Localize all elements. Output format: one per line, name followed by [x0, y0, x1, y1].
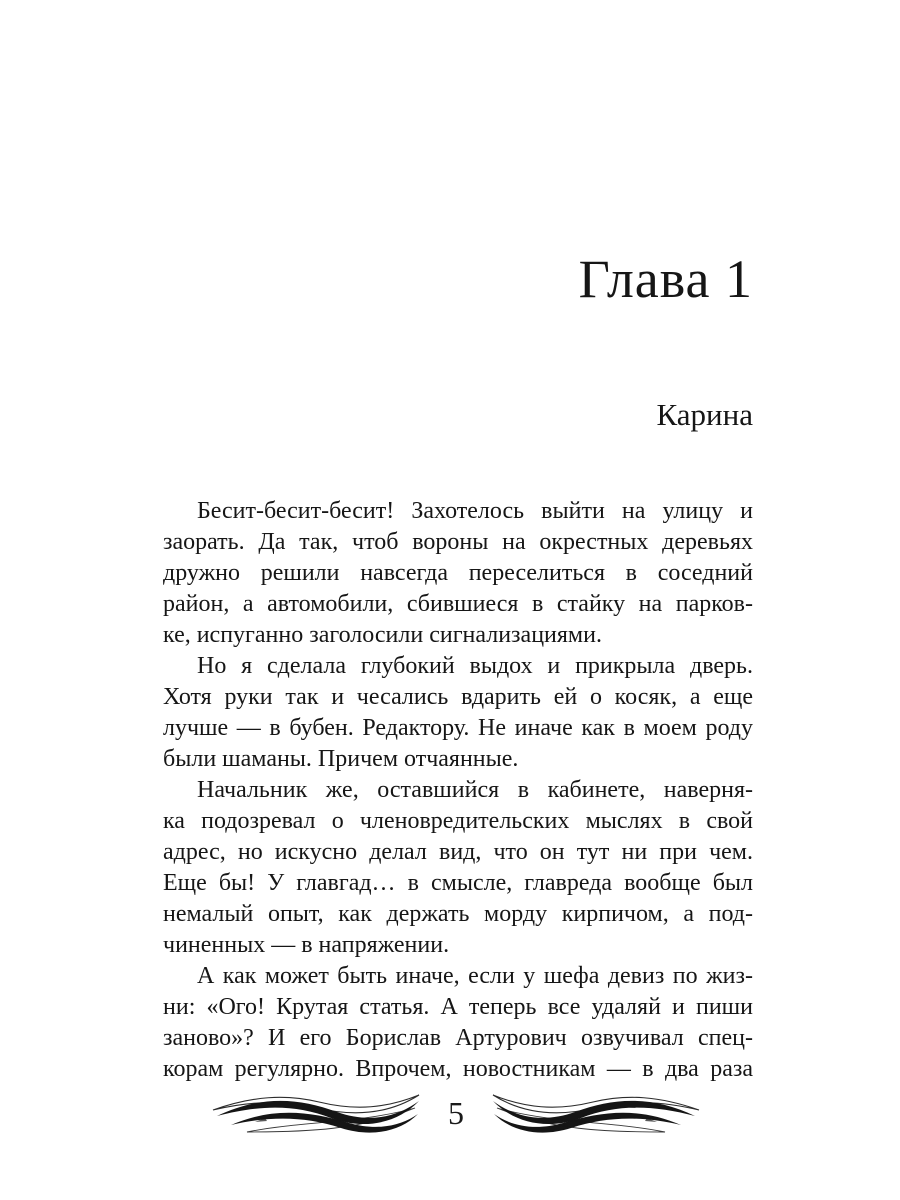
paragraph: [163, 496, 753, 651]
text-line: Еще бы! У главгад… в смысле, главреда вообще был: [163, 870, 753, 896]
text-line: лучше — в бубен. Редактору. Не иначе как в моем роду: [163, 715, 753, 741]
text-line: дружно решили навсегда переселиться в соседний: [163, 560, 753, 586]
text-line: район, а автомобили, сбившиеся в стайку на парков-: [163, 591, 753, 617]
page-number: 5: [448, 1095, 464, 1131]
text-line: Но я сделала глубокий выдох и прикрыла дверь.: [197, 653, 753, 679]
text-line: были шаманы. Причем отчаянные.: [163, 746, 519, 772]
text-line: Бесит-бесит-бесит! Захотелось выйти на улицу и: [197, 498, 753, 524]
paragraph: [163, 651, 753, 775]
text-line: ни: «Ого! Крутая статья. А теперь все удаляй и пиши: [163, 994, 753, 1020]
paragraph: [163, 961, 753, 1085]
flourish-right-icon: [489, 1088, 701, 1138]
text-line: заорать. Да так, чтоб вороны на окрестных деревьях: [163, 529, 753, 555]
body-text: [163, 496, 753, 1085]
page-footer: [0, 1088, 900, 1138]
text-line: заново»? И его Борислав Артурович озвучивал спец-: [163, 1025, 753, 1051]
text-line: ке, испуганно заголосили сигнализациями.: [163, 622, 602, 648]
text-line: корам регулярно. Впрочем, новостникам — в два раза: [163, 1056, 753, 1082]
text-line: ка подозревал о членовредительских мыслях в свой: [163, 808, 753, 834]
paragraph: [163, 775, 753, 961]
flourish-left-icon: [211, 1088, 423, 1138]
text-line: немалый опыт, как держать морду кирпичом, а под-: [163, 901, 753, 927]
text-line: Хотя руки так и чесались вдарить ей о косяк, а еще: [163, 684, 753, 710]
text-line: адрес, но искусно делал вид, что он тут ни при чем.: [163, 839, 753, 865]
text-line: А как может быть иначе, если у шефа девиз по жиз-: [197, 963, 753, 989]
text-line: чиненных — в напряжении.: [163, 932, 450, 958]
chapter-title: Глава 1: [578, 249, 753, 309]
pov-name: Карина: [656, 397, 753, 432]
text-line: Начальник же, оставшийся в кабинете, наверня-: [197, 777, 753, 803]
